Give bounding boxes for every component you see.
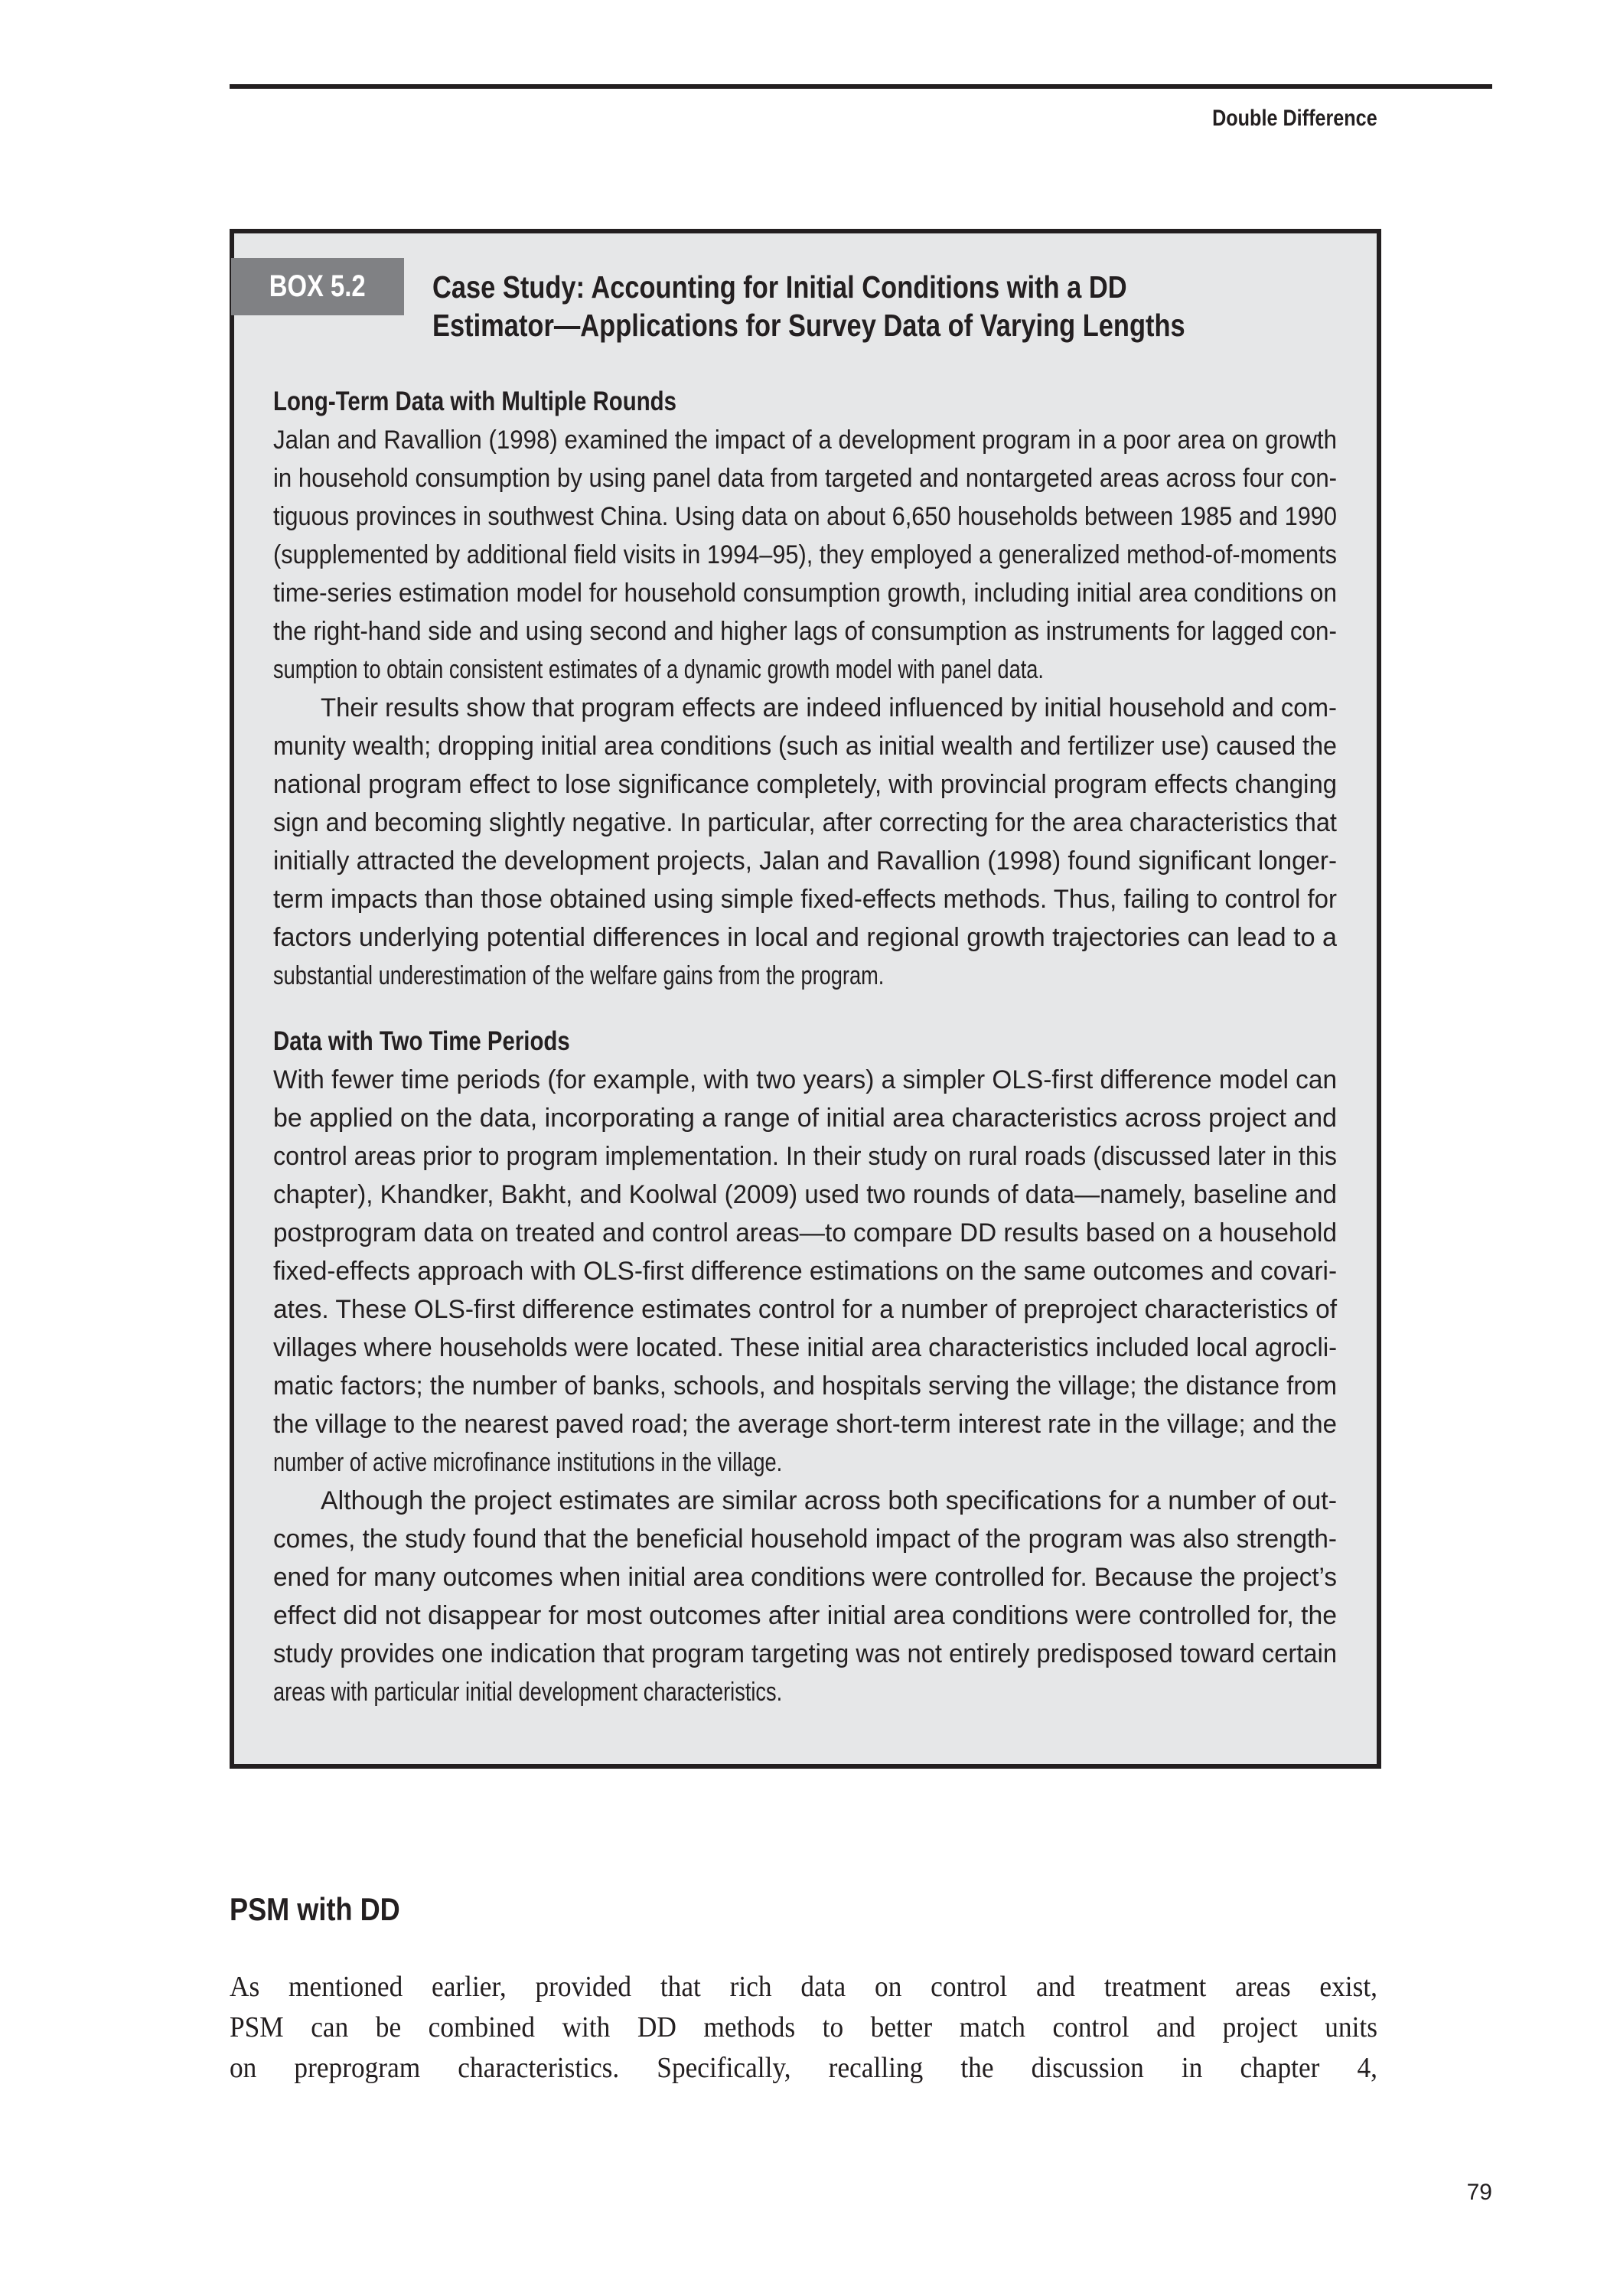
- box-text: national program effect to lose significance completely, with provincial program effects changing: [273, 770, 1338, 799]
- box-text-line: [273, 1061, 1337, 1099]
- box-text-line: [273, 842, 1337, 880]
- box-text: term impacts than those obtained using simple fixed-effects methods. Thus, failing to control for: [273, 885, 1338, 914]
- box-text-line: [273, 1482, 1337, 1520]
- box-subheading: [273, 383, 1337, 421]
- box-text-line: [273, 1635, 1337, 1673]
- box-title: [432, 268, 1351, 344]
- box-text: initially attracted the development projects, Jalan and Ravallion (1998) found significant longer-: [273, 846, 1337, 876]
- box-text: postprogram data on treated and control areas—to compare DD results based on a household: [273, 1218, 1338, 1247]
- box-text: the right-hand side and using second and higher lags of consumption as instruments for lagged con-: [273, 617, 1337, 646]
- box-text: tiguous provinces in southwest China. Using data on about 6,650 households between 1985 and 1990: [273, 502, 1338, 531]
- section-text-line: [230, 2007, 1377, 2048]
- box-text: villages where households were located. These initial area characteristics included local agrocli-: [273, 1333, 1338, 1362]
- box-text-line: [273, 804, 1337, 842]
- box-text-line: [273, 421, 1337, 459]
- box-text: number of active microfinance institutions in the village.: [273, 1448, 783, 1477]
- box-text-line: [273, 727, 1337, 765]
- box-text-line: [273, 1290, 1337, 1329]
- box-text: effect did not disappear for most outcomes after initial area conditions were controlled for, the: [273, 1601, 1338, 1630]
- box-text: sumption to obtain consistent estimates of a dynamic growth model with panel data.: [273, 655, 1044, 684]
- box-text-line: [273, 1443, 1337, 1482]
- box-text-line: [273, 651, 1337, 689]
- box-text: chapter), Khandker, Bakht, and Koolwal (2009) used two rounds of data—namely, baseline and: [273, 1180, 1337, 1209]
- box-text-line: [273, 1596, 1337, 1635]
- box-text: munity wealth; dropping initial area conditions (such as initial wealth and fertilizer use) caused the: [273, 732, 1337, 761]
- box-text: Although the project estimates are similar across both specifications for a number of out-: [321, 1486, 1338, 1515]
- box-text-line: [273, 497, 1337, 536]
- box-text: fixed-effects approach with OLS-first difference estimations on the same outcomes and covari-: [273, 1257, 1338, 1286]
- box-title-line: Estimator—Applications for Survey Data of Varying Lengths: [432, 308, 1185, 343]
- box-text: (supplemented by additional field visits in 1994–95), they employed a generalized method-of-moments: [273, 540, 1337, 569]
- box-text: time-series estimation model for household consumption growth, including initial area conditions on: [273, 579, 1338, 608]
- box-text-line: [273, 689, 1337, 727]
- box-text: study provides one indication that program targeting was not entirely predisposed toward certain: [273, 1639, 1338, 1668]
- box-subheading: [273, 1022, 1337, 1061]
- box-text-line: [273, 918, 1337, 957]
- box-text-line: [273, 1673, 1337, 1711]
- box-text: Their results show that program effects are indeed influenced by initial household and com-: [321, 693, 1338, 722]
- box-text: ened for many outcomes when initial area conditions were controlled for. Because the project’s: [273, 1563, 1337, 1592]
- section-heading: PSM with DD: [230, 1891, 400, 1927]
- box-title-line: Case Study: Accounting for Initial Conditions with a DD: [432, 269, 1127, 305]
- box-text: factors underlying potential differences in local and regional growth trajectories can lead to a: [273, 923, 1338, 952]
- box-text: Jalan and Ravallion (1998) examined the impact of a development program in a poor area on growth: [273, 426, 1337, 455]
- box-text-line: [273, 459, 1337, 497]
- box-text: substantial underestimation of the welfare gains from the program.: [273, 961, 885, 990]
- box-text-line: [273, 536, 1337, 574]
- box-text: ates. These OLS-first difference estimates control for a number of preproject characteristics of: [273, 1295, 1338, 1324]
- running-head: Double Difference: [1212, 106, 1377, 131]
- box-text-line: [273, 1520, 1337, 1558]
- box-text: With fewer time periods (for example, with two years) a simpler OLS-first difference model can: [273, 1065, 1338, 1094]
- page-number: 79: [1466, 2180, 1492, 2205]
- box-text-line: [273, 574, 1337, 612]
- box-text-line: [273, 1176, 1337, 1214]
- box-text: comes, the study found that the beneficial household impact of the program was also strength-: [273, 1525, 1337, 1554]
- box-text-line: [273, 1329, 1337, 1367]
- section-text-line: [230, 1967, 1377, 2007]
- box-text: matic factors; the number of banks, schools, and hospitals serving the village; the distance from: [273, 1371, 1338, 1401]
- box-text-line: [273, 957, 1337, 995]
- section-text: As mentioned earlier, provided that rich data on control and treatment areas exist,: [230, 1971, 1378, 2003]
- section-body: [230, 1967, 1377, 2089]
- box-text: in household consumption by using panel data from targeted and nontargeted areas across four con-: [273, 464, 1338, 493]
- box-text-line: [273, 1137, 1337, 1176]
- section-text: PSM can be combined with DD methods to better match control and project units: [230, 2011, 1377, 2043]
- box-text-line: [273, 612, 1337, 651]
- box-text-line: [273, 1367, 1337, 1405]
- box-text: areas with particular initial development characteristics.: [273, 1678, 783, 1707]
- box-text-line: [273, 1252, 1337, 1290]
- box-subheading-text: Long-Term Data with Multiple Rounds: [273, 386, 676, 416]
- box-text: be applied on the data, incorporating a range of initial area characteristics across project and: [273, 1104, 1338, 1133]
- box-text-line: [273, 1099, 1337, 1137]
- box-text-line: [273, 1214, 1337, 1252]
- header-rule: [230, 84, 1492, 89]
- section-gap: [273, 995, 1337, 1022]
- box-text-line: [273, 1405, 1337, 1443]
- section-text: on preprogram characteristics. Specifically, recalling the discussion in chapter 4,: [230, 2052, 1378, 2084]
- section-text-line: [230, 2048, 1377, 2089]
- box-subheading-text: Data with Two Time Periods: [273, 1026, 570, 1056]
- box-label: [231, 258, 404, 315]
- box-label-text: BOX 5.2: [269, 269, 366, 303]
- box-text-line: [273, 1558, 1337, 1596]
- box-text: sign and becoming slightly negative. In particular, after correcting for the area characteristics that: [273, 808, 1337, 837]
- box-body: [273, 383, 1337, 1711]
- box-text-line: [273, 880, 1337, 918]
- box-text: the village to the nearest paved road; the average short-term interest rate in the village; and the: [273, 1410, 1337, 1439]
- box-text-line: [273, 765, 1337, 804]
- box-text: control areas prior to program implementation. In their study on rural roads (discussed later in this: [273, 1142, 1338, 1171]
